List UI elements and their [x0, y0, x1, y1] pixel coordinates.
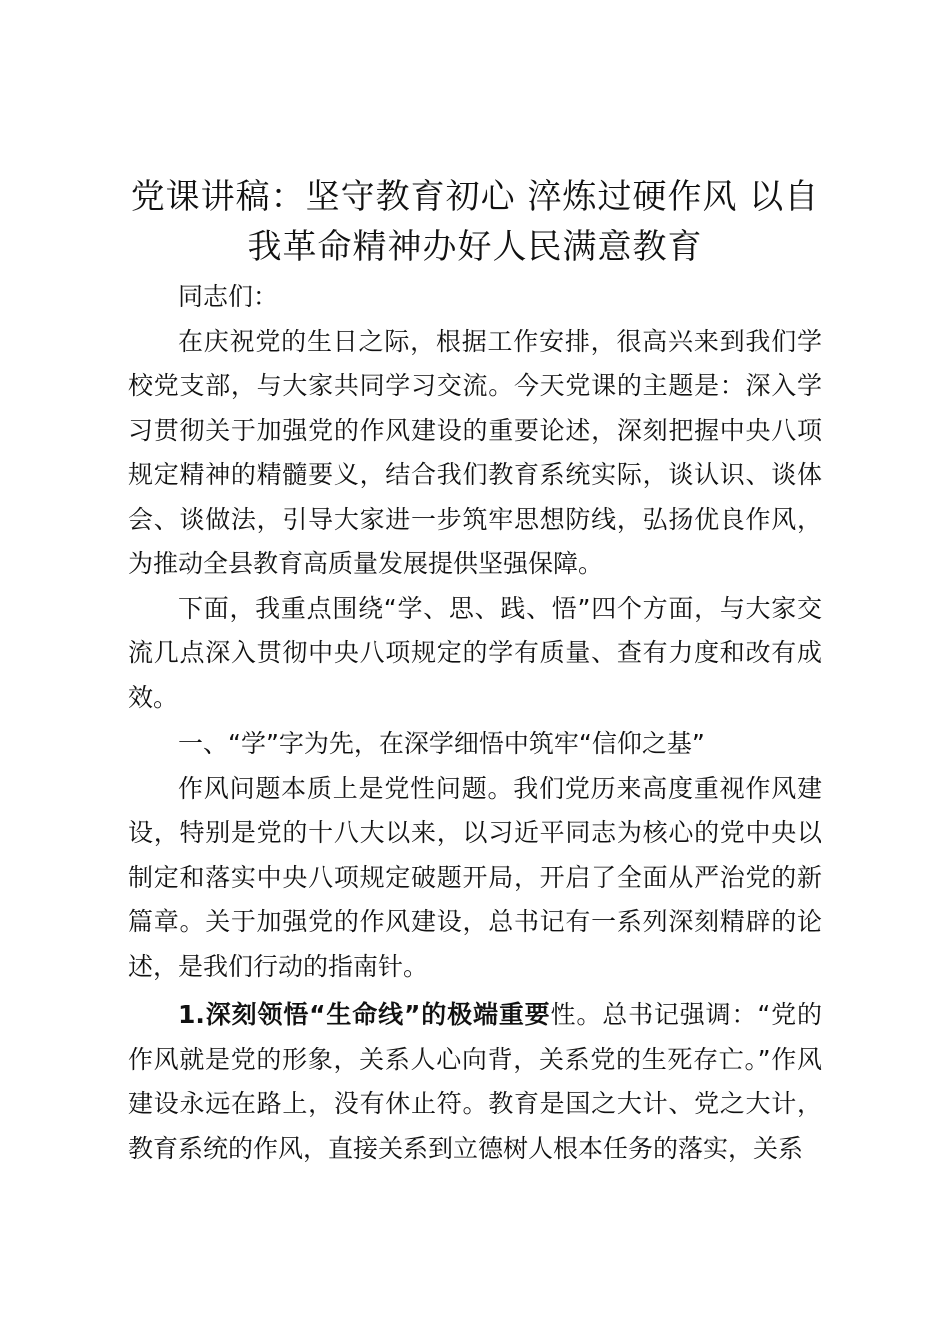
- salutation: 同志们：: [178, 282, 279, 311]
- section-1-heading: 一、“学”字为先，在深学细悟中筑牢“信仰之基”: [178, 729, 705, 758]
- point-1-lead: 1.深刻领悟“生命线”的极端重要: [178, 1000, 551, 1029]
- title-line-2: 我革命精神办好人民满意教育: [247, 227, 703, 267]
- overview-paragraph: 下面，我重点围绕“学、思、践、悟”四个方面，与大家交流几点深入贯彻中央八项规定的学有质量、查有力度和改有成效。: [128, 593, 822, 712]
- document-page: [128, 172, 822, 1171]
- document-title: [128, 172, 822, 272]
- point-1-text: 性。总书记强调：“党的作风就是党的形象，关系人心向背，关系党的生死存亡。”作风建设永远在路上，没有休止符。教育是国之大计、党之大计，教育系统的作风，直接关系到立德树人根本任务的落实，关系: [128, 1000, 822, 1163]
- intro-paragraph: 在庆祝党的生日之际，根据工作安排，很高兴来到我们学校党支部，与大家共同学习交流。今天党课的主题是：深入学习贯彻关于加强党的作风建设的重要论述，深刻把握中央八项规定精神的精髓要义，结合我们教育系统实际，谈认识、谈体会、谈做法，引导大家进一步筑牢思想防线，弘扬优良作风，为推动全县教育高质量发展提供坚强保障。: [128, 326, 822, 578]
- point-1-paragraph: [128, 993, 822, 1171]
- section-1-paragraph: 作风问题本质上是党性问题。我们党历来高度重视作风建设，特别是党的十八大以来，以习近平同志为核心的党中央以制定和落实中央八项规定破题开局，开启了全面从严治党的新篇章。关于加强党的作风建设，总书记有一系列深刻精辟的论述，是我们行动的指南针。: [128, 773, 822, 981]
- title-line-1: 党课讲稿：坚守教育初心 淬炼过硬作风 以自: [130, 177, 820, 217]
